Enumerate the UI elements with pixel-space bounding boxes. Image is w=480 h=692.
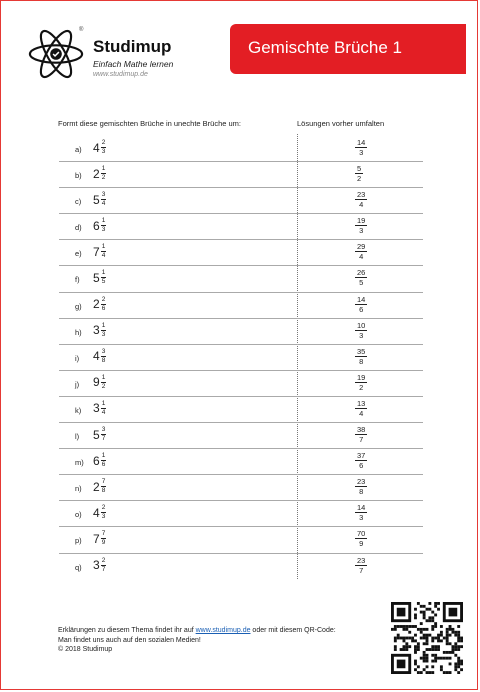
denominator: 3 bbox=[101, 226, 106, 234]
brand-tagline: Einfach Mathe lernen bbox=[93, 59, 174, 69]
solution-denominator: 7 bbox=[359, 565, 364, 575]
denominator: 4 bbox=[101, 252, 106, 260]
exercise-row bbox=[59, 240, 423, 266]
mixed-fraction bbox=[93, 452, 106, 469]
denominator: 4 bbox=[101, 200, 106, 208]
whole-part: 7 bbox=[93, 244, 100, 259]
registered-mark: ® bbox=[79, 27, 84, 33]
denominator: 5 bbox=[101, 278, 106, 286]
mixed-fraction bbox=[93, 296, 106, 313]
solution-numerator: 23 bbox=[357, 555, 366, 565]
fraction-part bbox=[101, 217, 107, 234]
solution-fraction bbox=[355, 164, 363, 183]
solution-fraction bbox=[355, 477, 367, 496]
mixed-fraction bbox=[93, 478, 106, 495]
fraction-part bbox=[101, 165, 107, 182]
solution-fraction bbox=[355, 347, 367, 366]
mixed-fraction bbox=[93, 191, 106, 208]
solution-fraction bbox=[355, 373, 367, 392]
solution-numerator: 38 bbox=[357, 425, 366, 435]
solution-fraction bbox=[355, 216, 367, 235]
mixed-fraction bbox=[93, 426, 106, 443]
mixed-fraction bbox=[93, 374, 106, 391]
whole-part: 3 bbox=[93, 323, 100, 338]
solution-numerator: 23 bbox=[357, 190, 366, 200]
whole-part: 3 bbox=[93, 558, 100, 572]
mixed-fraction bbox=[93, 557, 106, 574]
worksheet-title: Gemischte Brüche 1 bbox=[248, 38, 403, 57]
solution-denominator: 4 bbox=[359, 408, 364, 418]
fraction-part bbox=[101, 139, 107, 156]
exercise-label: p) bbox=[75, 536, 82, 546]
exercise-row bbox=[59, 266, 423, 292]
solution-fraction bbox=[355, 321, 367, 340]
exercise-row bbox=[59, 527, 423, 553]
whole-part: 4 bbox=[93, 505, 100, 520]
solution-fraction bbox=[355, 556, 367, 575]
whole-part: 2 bbox=[93, 297, 100, 312]
exercise-label: n) bbox=[75, 484, 82, 494]
numerator: 7 bbox=[101, 530, 106, 538]
solution-denominator: 3 bbox=[359, 148, 364, 157]
solution-denominator: 3 bbox=[359, 513, 364, 523]
exercise-label: k) bbox=[75, 405, 82, 415]
exercise-row bbox=[59, 501, 423, 527]
exercise-label: f) bbox=[75, 275, 80, 285]
whole-part: 2 bbox=[93, 479, 100, 494]
footer bbox=[58, 626, 336, 655]
exercise-label: h) bbox=[75, 327, 82, 337]
fraction-part bbox=[101, 452, 107, 469]
exercise-row bbox=[59, 214, 423, 240]
exercise-row bbox=[59, 293, 423, 319]
exercise-row bbox=[59, 371, 423, 397]
denominator: 3 bbox=[101, 513, 106, 521]
numerator: 1 bbox=[101, 452, 106, 460]
exercise-label: c) bbox=[75, 197, 82, 207]
mixed-fraction bbox=[93, 400, 106, 417]
exercise-row bbox=[59, 554, 423, 580]
solution-denominator: 9 bbox=[359, 539, 364, 549]
denominator: 9 bbox=[101, 539, 106, 547]
numerator: 1 bbox=[101, 243, 106, 251]
numerator: 2 bbox=[101, 295, 106, 303]
fraction-part bbox=[101, 243, 107, 260]
solution-numerator: 35 bbox=[357, 346, 366, 356]
solution-numerator: 14 bbox=[357, 294, 366, 304]
exercise-list bbox=[59, 136, 423, 580]
whole-part: 3 bbox=[93, 401, 100, 416]
exercise-label: i) bbox=[75, 353, 80, 363]
solution-denominator: 8 bbox=[359, 487, 364, 497]
worksheet-title-banner bbox=[230, 24, 466, 74]
denominator: 2 bbox=[101, 382, 106, 390]
whole-part: 9 bbox=[93, 375, 100, 390]
solution-denominator: 4 bbox=[359, 200, 364, 210]
denominator: 8 bbox=[101, 356, 106, 364]
solution-numerator: 14 bbox=[357, 138, 366, 147]
exercise-label: j) bbox=[75, 379, 80, 389]
numerator: 1 bbox=[101, 269, 106, 277]
numerator: 3 bbox=[101, 191, 106, 199]
copyright: © 2018 Studimup bbox=[58, 646, 113, 653]
exercise-label: b) bbox=[75, 171, 82, 181]
exercise-label: g) bbox=[75, 301, 82, 311]
solution-fraction bbox=[355, 295, 367, 314]
solution-numerator: 13 bbox=[357, 398, 366, 408]
whole-part: 6 bbox=[93, 453, 100, 468]
solution-numerator: 37 bbox=[357, 451, 366, 461]
instruction-text: Formt diese gemischten Brüche in unechte Brüche um: bbox=[58, 119, 242, 128]
solution-denominator: 2 bbox=[359, 382, 364, 392]
solution-fraction bbox=[355, 268, 367, 287]
exercise-label: l) bbox=[75, 432, 80, 442]
fraction-part bbox=[101, 191, 107, 208]
denominator: 2 bbox=[101, 174, 106, 182]
exercise-row bbox=[59, 188, 423, 214]
whole-part: 6 bbox=[93, 218, 100, 233]
solution-numerator: 23 bbox=[357, 477, 366, 487]
fraction-part bbox=[101, 322, 107, 339]
numerator: 1 bbox=[101, 373, 106, 381]
brand-url[interactable]: www.studimup.de bbox=[93, 71, 148, 78]
numerator: 1 bbox=[101, 321, 106, 329]
website-link[interactable]: www.studimup.de bbox=[195, 627, 251, 634]
solution-numerator: 14 bbox=[357, 503, 366, 513]
fraction-part bbox=[101, 504, 107, 521]
exercise-label: q) bbox=[75, 562, 82, 572]
denominator: 3 bbox=[101, 148, 106, 155]
solution-fraction bbox=[355, 242, 367, 261]
solution-numerator: 10 bbox=[357, 320, 366, 330]
fraction-part bbox=[101, 400, 107, 417]
solution-numerator: 70 bbox=[357, 529, 366, 539]
denominator: 7 bbox=[101, 435, 106, 443]
fraction-part bbox=[101, 426, 107, 443]
solution-denominator: 3 bbox=[359, 330, 364, 340]
footer-line-2: Man findet uns auch auf den sozialen Medien! bbox=[58, 636, 201, 644]
solution-fraction bbox=[355, 138, 367, 157]
whole-part: 5 bbox=[93, 270, 100, 285]
solution-denominator: 6 bbox=[359, 461, 364, 471]
denominator: 8 bbox=[101, 487, 106, 495]
mixed-fraction bbox=[93, 504, 106, 521]
denominator: 7 bbox=[101, 565, 106, 573]
solution-numerator: 19 bbox=[357, 216, 366, 226]
numerator: 1 bbox=[101, 165, 106, 173]
numerator: 1 bbox=[101, 399, 106, 407]
solution-fraction bbox=[355, 529, 367, 548]
solution-denominator: 6 bbox=[359, 304, 364, 314]
solution-denominator: 5 bbox=[359, 278, 364, 288]
fraction-part bbox=[101, 530, 107, 547]
fraction-part bbox=[101, 296, 107, 313]
denominator: 3 bbox=[101, 330, 106, 338]
qr-code-icon[interactable] bbox=[391, 602, 463, 674]
solution-fraction bbox=[355, 190, 367, 209]
fraction-part bbox=[101, 557, 107, 574]
solution-denominator: 8 bbox=[359, 356, 364, 366]
numerator: 2 bbox=[101, 556, 106, 564]
fraction-part bbox=[101, 348, 107, 365]
solution-fraction bbox=[355, 425, 367, 444]
whole-part: 4 bbox=[93, 349, 100, 364]
solution-fraction bbox=[355, 399, 367, 418]
whole-part: 7 bbox=[93, 531, 100, 546]
atom-logo-icon bbox=[27, 25, 85, 83]
whole-part: 4 bbox=[93, 140, 100, 155]
exercise-row bbox=[59, 136, 423, 162]
mixed-fraction bbox=[93, 243, 106, 260]
solution-fraction bbox=[355, 503, 367, 522]
exercise-label: m) bbox=[75, 458, 84, 468]
exercise-row bbox=[59, 397, 423, 423]
exercise-label: o) bbox=[75, 510, 82, 520]
exercise-label: d) bbox=[75, 223, 82, 233]
fraction-part bbox=[101, 269, 107, 286]
solution-numerator: 29 bbox=[357, 242, 366, 252]
numerator: 3 bbox=[101, 426, 106, 434]
mixed-fraction bbox=[93, 269, 106, 286]
exercise-row bbox=[59, 449, 423, 475]
fraction-part bbox=[101, 374, 107, 391]
numerator: 7 bbox=[101, 478, 106, 486]
solution-numerator: 5 bbox=[357, 164, 362, 174]
exercise-row bbox=[59, 162, 423, 188]
solution-denominator: 3 bbox=[359, 226, 364, 236]
solution-denominator: 2 bbox=[357, 174, 362, 184]
exercise-row bbox=[59, 345, 423, 371]
mixed-fraction bbox=[93, 348, 106, 365]
mixed-fraction bbox=[93, 139, 106, 156]
solution-denominator: 7 bbox=[359, 435, 364, 445]
whole-part: 2 bbox=[93, 166, 100, 181]
numerator: 2 bbox=[101, 504, 106, 512]
whole-part: 5 bbox=[93, 427, 100, 442]
exercise-row bbox=[59, 475, 423, 501]
denominator: 6 bbox=[101, 304, 106, 312]
solutions-heading: Lösungen vorher umfalten bbox=[297, 119, 385, 128]
solution-denominator: 4 bbox=[359, 252, 364, 262]
exercise-row bbox=[59, 319, 423, 345]
exercise-label: e) bbox=[75, 249, 82, 259]
numerator: 3 bbox=[101, 347, 106, 355]
exercise-label: a) bbox=[75, 145, 82, 154]
numerator: 2 bbox=[101, 139, 106, 146]
solution-fraction bbox=[355, 451, 367, 470]
solution-numerator: 19 bbox=[357, 372, 366, 382]
mixed-fraction bbox=[93, 165, 106, 182]
mixed-fraction bbox=[93, 217, 106, 234]
numerator: 1 bbox=[101, 217, 106, 225]
mixed-fraction bbox=[93, 530, 106, 547]
solution-numerator: 26 bbox=[357, 268, 366, 278]
footer-line-1: Erklärungen zu diesem Thema findet ihr auf www.studimup.de oder mit diesem QR-Code: bbox=[58, 627, 336, 634]
whole-part: 5 bbox=[93, 192, 100, 207]
exercise-row bbox=[59, 423, 423, 449]
fraction-part bbox=[101, 478, 107, 495]
mixed-fraction bbox=[93, 322, 106, 339]
denominator: 4 bbox=[101, 408, 106, 416]
brand-name: Studimup bbox=[93, 37, 172, 56]
denominator: 6 bbox=[101, 461, 106, 469]
